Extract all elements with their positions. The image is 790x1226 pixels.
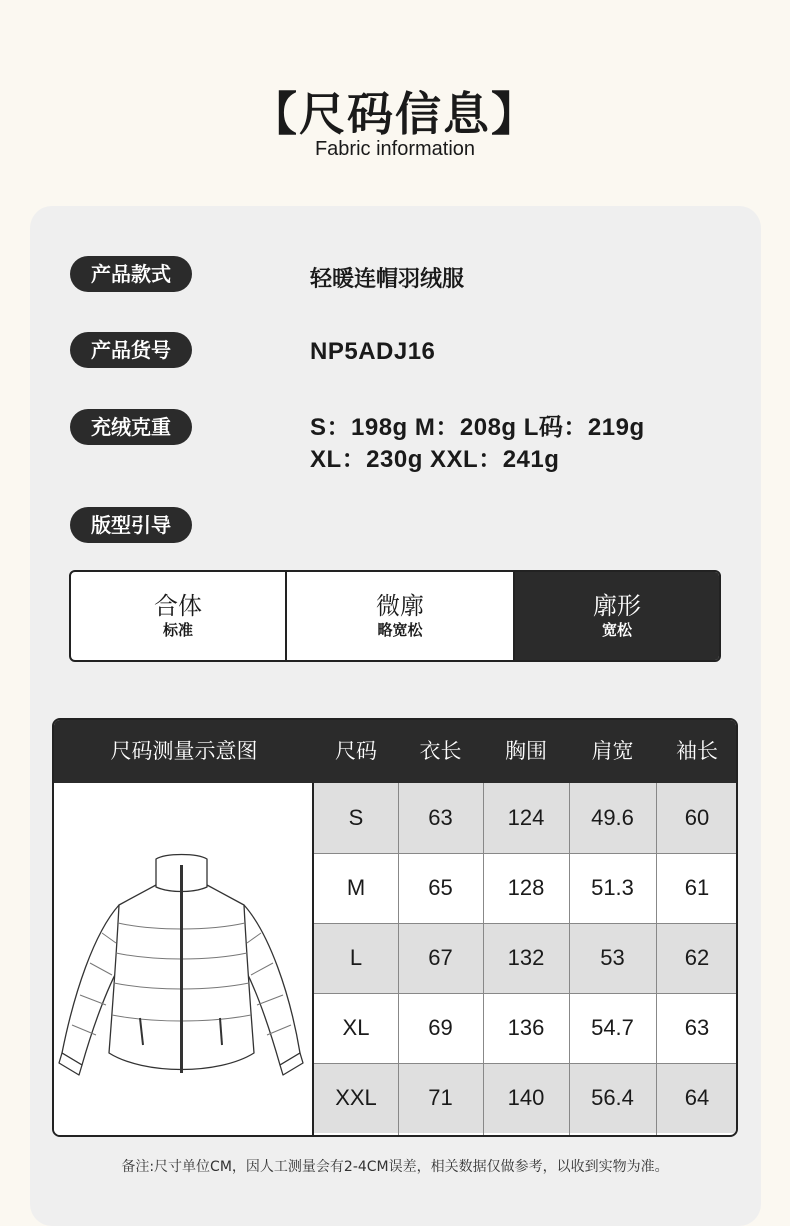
cell-size: S <box>348 805 364 830</box>
sku-label-pill: 产品货号 <box>70 332 192 368</box>
cell-length: 69 <box>428 1015 453 1040</box>
table-row <box>314 783 738 853</box>
column-header-chest: 胸围 <box>505 739 547 763</box>
table-divider <box>483 783 484 1135</box>
sku-value: NP5ADJ16 <box>310 338 436 365</box>
cell-chest: 140 <box>507 1085 545 1110</box>
fit-option-sub: 标准 <box>162 621 193 639</box>
cell-size: XL <box>342 1015 370 1040</box>
fit-guide-label-pill: 版型引导 <box>70 507 192 543</box>
table-header <box>54 720 736 783</box>
cell-sleeve: 62 <box>684 945 710 970</box>
table-divider <box>314 853 738 854</box>
cell-chest: 124 <box>507 805 545 830</box>
column-header-shoulder: 肩宽 <box>591 739 634 763</box>
cell-sleeve: 61 <box>684 875 710 900</box>
table-divider <box>569 783 570 1135</box>
cell-sleeve: 64 <box>684 1085 710 1110</box>
cell-chest: 132 <box>507 945 545 970</box>
fit-option-main: 微廓 <box>376 592 424 620</box>
table-row <box>314 1063 738 1133</box>
cell-shoulder: 54.7 <box>591 1015 634 1040</box>
cell-length: 67 <box>428 945 453 970</box>
column-header-length: 衣长 <box>419 739 462 763</box>
cell-size: L <box>349 945 363 970</box>
table-row <box>314 993 738 1063</box>
footnote: 备注:尺寸单位CM，因人工测量会有2-4CM误差，相关数据仅做参考，以收到实物为准。 <box>121 1159 669 1175</box>
cell-sleeve: 60 <box>684 805 710 830</box>
jacket-diagram-icon <box>54 783 310 1133</box>
cell-size: M <box>346 875 366 900</box>
page-title: 【尺码信息】 <box>251 87 539 141</box>
cell-chest: 128 <box>507 875 545 900</box>
cell-shoulder: 53 <box>600 945 625 970</box>
fit-option-main: 合体 <box>154 592 202 620</box>
style-value: 轻暖连帽羽绒服 <box>310 266 465 291</box>
cell-shoulder: 49.6 <box>591 805 634 830</box>
cell-shoulder: 56.4 <box>591 1085 634 1110</box>
table-divider <box>398 783 399 1135</box>
cell-sleeve: 63 <box>684 1015 710 1040</box>
fit-option-sub: 宽松 <box>601 621 632 639</box>
diagram-cell <box>54 783 314 1135</box>
cell-length: 63 <box>428 805 453 830</box>
fit-option-main: 廓形 <box>593 592 641 620</box>
fit-option-relaxed <box>287 572 515 660</box>
fit-guide-bar <box>69 570 721 662</box>
cell-shoulder: 51.3 <box>591 875 634 900</box>
cell-length: 65 <box>428 875 453 900</box>
column-header-size: 尺码 <box>335 739 377 763</box>
cell-chest: 136 <box>507 1015 545 1040</box>
fit-option-oversized <box>515 572 719 660</box>
table-divider <box>314 993 738 994</box>
cell-length: 71 <box>428 1085 453 1110</box>
table-row <box>314 923 738 993</box>
cell-size: XXL <box>335 1085 377 1110</box>
style-label-pill: 产品款式 <box>70 256 192 292</box>
diagram-header: 尺码测量示意图 <box>110 739 258 763</box>
page-subtitle: Fabric information <box>314 138 476 160</box>
fit-option-sub: 略宽松 <box>377 621 423 639</box>
table-divider <box>656 783 657 1135</box>
fill-weight-value-line2: XL：230g XXL：241g <box>310 446 560 473</box>
size-table <box>52 718 738 1137</box>
column-header-sleeve: 袖长 <box>676 739 718 763</box>
table-row <box>314 853 738 923</box>
table-divider <box>314 923 738 924</box>
fit-option-standard <box>71 572 287 660</box>
fill-weight-label-pill: 充绒克重 <box>70 409 192 445</box>
table-divider <box>314 1063 738 1064</box>
fill-weight-value-line1: S：198g M：208g L码：219g <box>310 414 645 441</box>
